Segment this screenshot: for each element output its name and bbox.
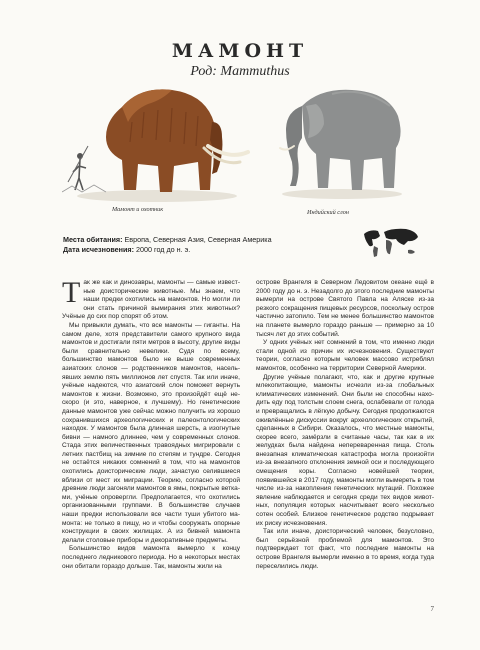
mammoth-caption: Мамонт и охотник [112, 206, 164, 213]
habitat-label: Места обитания: [63, 235, 123, 244]
paragraph: Большинство видов мамонта вымерло к концу последнего ледникового периода. Но в некоторых местах они обитали гораздо дольше. Так, мамонты жили на [62, 545, 240, 570]
mammoth-illustration [62, 82, 252, 204]
paragraph: Так же как и динозавры, мамонты — самые известные доисторические животные. Мы знаем, что наши предки охотились на мамонтов. Но могли ли они стать причиной вымирания этих животных? Учёные до сих пор спорят об этом. [62, 276, 240, 321]
article-column-left [62, 276, 240, 571]
paragraph: острове Врангеля в Северном Ледовитом океане ещё в 2000 году до н. э. Незадолго до этого последние мамонты вымерли на острове Святого Павла на Аляске из-за резкого сокращения пищевых ресурсов, поскольку остров частично затопило. Тем не менее большинство мамонтов на планете вымерло гораздо раньше — примерно за 10 тысяч лет до этих событий. [256, 279, 434, 338]
elephant-illustration [272, 76, 412, 202]
article-column-right [256, 279, 434, 571]
page-title: МАМОНТ [171, 40, 309, 62]
drop-cap: Т [62, 276, 81, 309]
hunter-figure [68, 146, 88, 190]
species-metadata [63, 235, 272, 254]
paragraph: Так или иначе, доисторический человек, безусловно, был серьёзной проблемой для мамонтов. Это подтверждает тот факт, что последние мамонты на острове Врангеля вымерли именно в то время, когда туда переселились люди. [256, 528, 434, 570]
habitat-world-map [362, 226, 420, 260]
elephant-caption: Индийский слон [307, 209, 349, 216]
paragraph: У одних учёных нет сомнений в том, что именно люди стали одной из причин их исчезновения. Существуют теории, согласно которым человек массово истреблял мамонтов, особенно на территории Северной Америки. [256, 339, 434, 372]
page-number: 7 [430, 605, 434, 613]
genus-subtitle: Род: Mammuthus [190, 64, 290, 79]
extinction-date-value: 2000 год до н. э. [134, 244, 191, 254]
extinction-date-label: Дата исчезновения: [63, 244, 135, 254]
habitat-value: Европа, Северная Азия, Северная Америка [122, 235, 272, 244]
paragraph: Мы привыкли думать, что все мамонты — гиганты. На самом деле, хотя представители самого крупного вида мамонтов и достигали пяти метров в высоту, другие виды были сравнительно невелики. Судя по всему, большинство мамонтов было не выше современных азиатских слонов — родственников мамонтов, насельявших землю пять миллионов лет спустя. Так или иначе, учёные надеются, что азиатский слон поможет вернуть мамонтов к жизни. Возможно, это произойдёт ещё нескоро (и это, наверное, к лучшему). Но генетические данные мамонтов уже сейчас можно получить из хорошо сохранившихся археологических и палеонтологических находок. У мамонтов была длинная шерсть, а изогнутые бивни — намного длиннее, чем у современных слонов. Стада этих величественных травоядных мигрировали с летних пастбищ на зимние по степям и тундре. Сегодня не остаётся никаких сомнений в том, что на мамонтов охотились доисторические люди, зачастую селившиеся вблизи от мест их миграции. Теорию, согласно которой древние люди загоняли мамонтов в ямы, покрытые ветками, учёные опровергли. Предполагается, что охотились организованными группами. В большинстве случаев наши предки использовали все части туши убитого мамонта: не только в пищу, но и чтобы сооружать опорные конструкции в своих жилищах. А из бивней мамонта делали столовые приборы и декоративные предметы. [62, 321, 240, 544]
paragraph: Другие учёные полагают, что, как и другие крупные млекопитающие, мамонты исчезли из-за глобальных климатических изменений. Они были не способны находить еду под толстым слоем снега, ослабевали от голода и превращались в лёгкую добычу. Сегодня продолжаются оживлённые дискуссии вокруг археологических открытий, сделанных в Сибири. Оказалось, что местные мамонты, скорее всего, замёрзли в считаные часы, так как в их желудках была найдена непереваренная пища. Столь внезапная климатическая катастрофа могла произойти из-за внезапного отклонения земной оси и последующего смещения коры. Согласно новейшей теории, появившейся в 2017 году, мамонты могли вымереть в том числе из-за накопления генетических мутаций. Похожее явление наблюдается и сегодня среди тех видов животных, популяция которых насчитывает всего несколько сотен особей. Близкое генетическое родство подрывает их риску исчезновения. [256, 373, 434, 527]
